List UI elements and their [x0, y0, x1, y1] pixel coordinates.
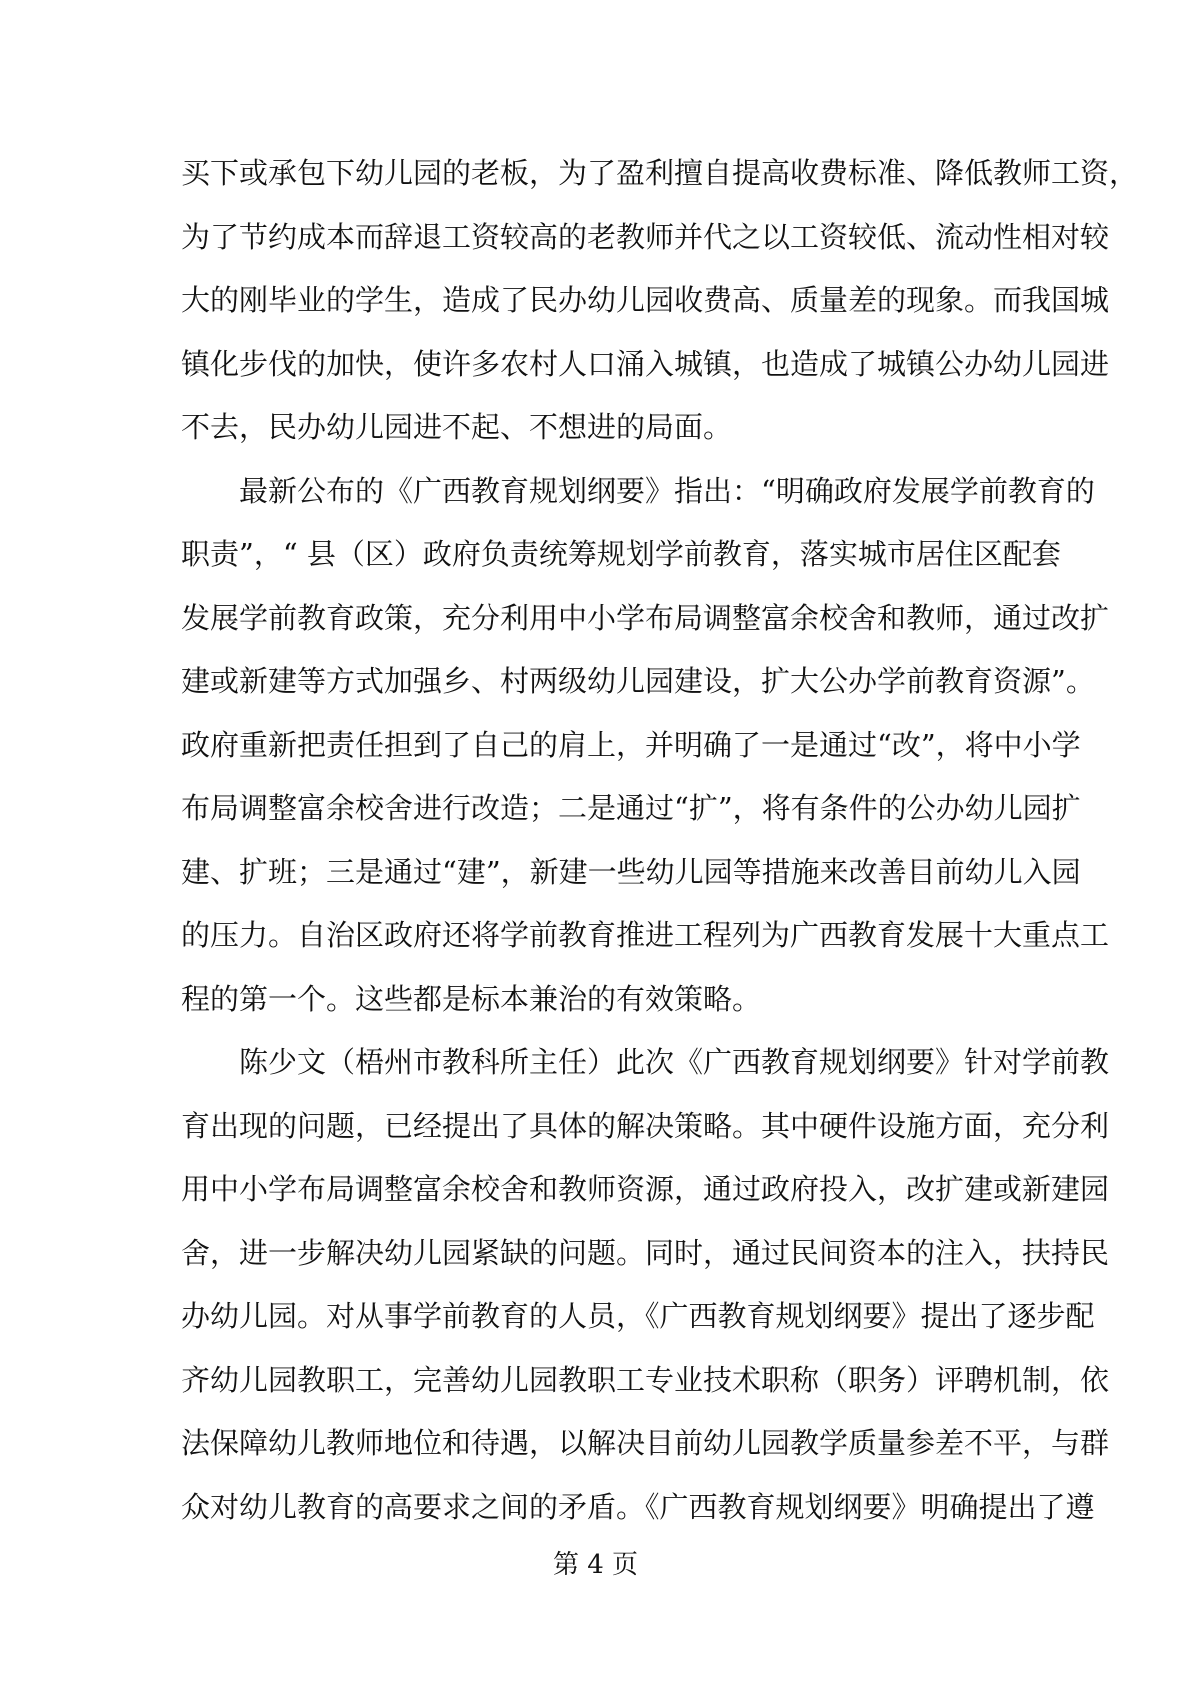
text-line: 齐幼儿园教职工，完善幼儿园教职工专业技术职称（职务）评聘机制，依 — [181, 1362, 1110, 1397]
text-line: 法保障幼儿教师地位和待遇，以解决目前幼儿园教学质量参差不平，与群 — [181, 1426, 1110, 1460]
text-line: 育出现的问题，已经提出了具体的解决策略。其中硬件设施方面，充分利 — [181, 1108, 1110, 1143]
text-line: 不去，民办幼儿园进不起、不想进的局面。 — [181, 410, 733, 444]
text-line: 建、扩班；三是通过“建”，新建一些幼儿园等措施来改善目前幼儿入园 — [181, 854, 1081, 889]
text-line: 办幼儿园。对从事学前教育的人员，《广西教育规划纲要》提出了逐步配 — [181, 1299, 1095, 1333]
text-line: 大的刚毕业的学生，造成了民办幼儿园收费高、质量差的现象。而我国城 — [181, 283, 1110, 317]
text-line: 布局调整富余校舍进行改造；二是通过“扩”，将有条件的公办幼儿园扩 — [181, 791, 1081, 825]
text-line: 买下或承包下幼儿园的老板，为了盈利擅自提高收费标准、降低教师工资， — [181, 156, 1139, 190]
text-line: 发展学前教育政策，充分利用中小学布局调整富余校舍和教师，通过改扩 — [181, 600, 1110, 635]
paragraph — [181, 460, 1110, 1032]
text-line: 职责”，“ 县（区）政府负责统筹规划学前教育，落实城市居住区配套 — [181, 537, 1061, 571]
paragraph — [181, 142, 1139, 460]
document-body — [181, 142, 1139, 1539]
text-line: 的压力。自治区政府还将学前教育推进工程列为广西教育发展十大重点工 — [181, 918, 1110, 952]
text-line: 程的第一个。这些都是标本兼治的有效策略。 — [181, 981, 762, 1016]
text-line: 为了节约成本而辞退工资较高的老教师并代之以工资较低、流动性相对较 — [181, 219, 1110, 254]
text-line: 镇化步伐的加快，使许多农村人口涌入城镇，也造成了城镇公办幼儿园进 — [181, 346, 1110, 381]
text-line: 陈少文（梧州市教科所主任）此次《广西教育规划纲要》针对学前教 — [239, 1045, 1110, 1079]
text-line: 最新公布的《广西教育规划纲要》指出：“明确政府发展学前教育的 — [239, 473, 1095, 508]
text-line: 舍，进一步解决幼儿园紧缺的问题。同时，通过民间资本的注入，扶持民 — [181, 1235, 1110, 1270]
text-line: 建或新建等方式加强乡、村两级幼儿园建设，扩大公办学前教育资源”。 — [181, 664, 1095, 698]
text-line: 众对幼儿教育的高要求之间的矛盾。《广西教育规划纲要》明确提出了遵 — [181, 1489, 1095, 1524]
page-number: 第 4 页 — [552, 1550, 639, 1580]
paragraph — [181, 1031, 1110, 1539]
text-line: 用中小学布局调整富余校舍和教师资源，通过政府投入，改扩建或新建园 — [181, 1172, 1110, 1206]
text-line: 政府重新把责任担到了自己的肩上，并明确了一是通过“改”，将中小学 — [181, 727, 1081, 762]
